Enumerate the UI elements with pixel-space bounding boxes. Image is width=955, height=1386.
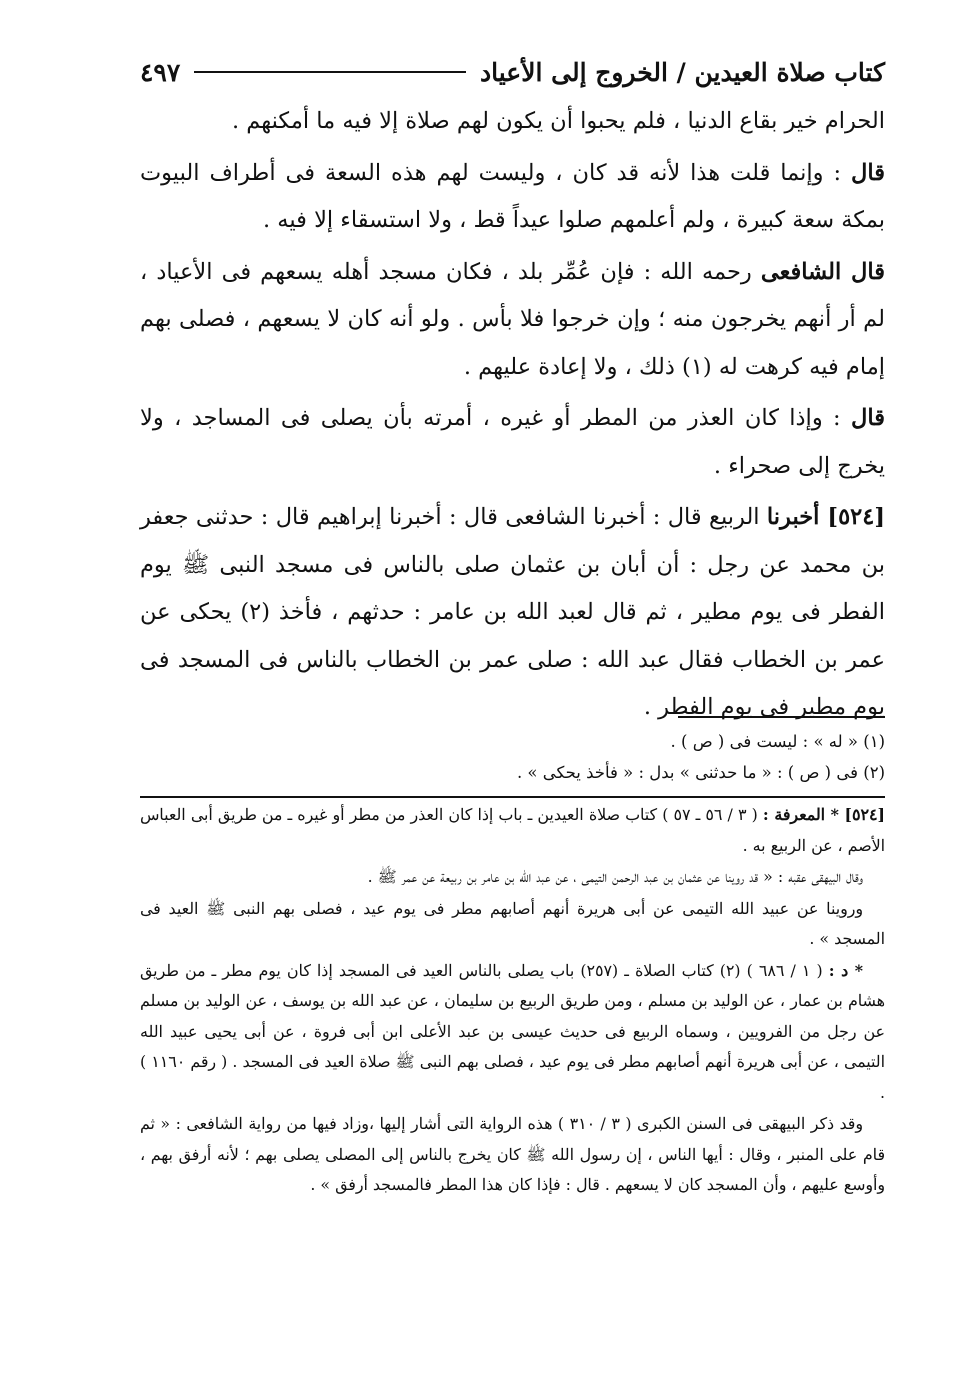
main-text: [140, 98, 885, 736]
paragraph-5-text: الربيع قال : أخبرنا الشافعى قال : أخبرنا إبراهيم قال : حدثنى جعفر بن محمد عن رجل : أن أبان بن عثمان صلى بالناس فى مسجد النبى ﷺ يوم الفطر فى يوم مطير ، ثم قال لعبد الله بن عامر : حدثهم ، فأخذ (٢) يحكى عن عمر بن الخطاب فقال عبد الله : صلى عمر بن الخطاب بالناس فى المسجد فى يوم مطير فى يوم الفطر .: [140, 504, 885, 720]
takhrij-2: وقال البيهقى عقبه : « قد روينا عن عثمان بن عبد الرحمن التيمى ، عن عبد الله بن عامر بن ربيعة عن عمر ﷺ .: [367, 867, 863, 886]
paragraph-2-text: : وإنما قلت هذا لأنه قد كان ، وليست لهم هذه السعة فى أطراف البيوت بمكة سعة كبيرة ، ولم أعلمهم صلوا عيداً قط ، ولا استسقاء إلا فيه .: [140, 159, 885, 233]
page-header: [140, 50, 885, 94]
paragraph-3: [140, 249, 885, 392]
takhrij-1: [140, 800, 885, 861]
paragraph-5-lead: [٥٢٤] أخبرنا: [766, 504, 885, 530]
takhrij-1-lead: [٥٢٤] * المعرفة :: [762, 805, 885, 824]
takhrij-5: وقد ذكر البيهقى فى السنن الكبرى ( ٣ / ٣١٠ ) هذه الرواية التى أشار إليها ،وزاد فيها من رواية الشافعى : « ثم قام على المنبر ، وقال : أيها الناس ، إن رسول الله ﷺ كان يخرج بالناس إلى المصلى يصلى بهم ؛ لأنه أرفق بهم ، وأوسع عليهم ، وأن المسجد كان لا يسعهم . قال : فإذا كان هذا المطر فالمسجد أرفق » .: [140, 1114, 885, 1194]
header-rule: [194, 71, 466, 73]
paragraph-2: [140, 150, 885, 245]
paragraph-3-text: رحمه الله : فإن عُمِّر بلد ، فكان مسجد أهله يسعهم فى الأعياد ، لم أر أنهم يخرجون منه ؛ وإن خرجوا فلا بأس . ولو أنه كان لا يسعهم ، فصلى بهم إمام فيه كرهت له (١) ذلك ، ولا إعادة عليهم .: [140, 258, 885, 380]
paragraph-5: [140, 494, 885, 732]
paragraph-4-lead: قال: [851, 405, 885, 431]
takhrij-4-lead: * د :: [828, 960, 863, 980]
takhrij-4-text: ( ١ / ٦٨٦ ) (٢) كتاب الصلاة ـ (٢٥٧) باب يصلى بالناس العيد فى المسجد إذا كان يوم مطر ـ من طريق هشام بن عمار ، عن الوليد بن مسلم ، ومن طريق الربيع بن سليمان ، عن عبد الله بن يوسف ، عن الوليد بن مسلم عن رجل من الفرويين ، وسماه الربيع فى حديث عيسى بن عبد الأعلى ابن أبى فروة ، عن أبى يحيى عبيد الله التيمى ، عن أبى هريرة أنهم أصابهم مطر فى يوم عيد ، فصلى بهم النبى ﷺ صلاة العيد فى المسجد . ( رقم ١١٦٠ ) .: [140, 960, 885, 1102]
takhrij-separator: [140, 796, 885, 798]
takhrij-notes: [140, 800, 885, 1202]
paragraph-4: [140, 395, 885, 490]
footnotes: [140, 726, 885, 788]
takhrij-4: [140, 956, 885, 1109]
paragraph-1: الحرام خير بقاع الدنيا ، فلم يحبوا أن يكون لهم صلاة إلا فيه ما أمكنهم .: [231, 108, 885, 134]
page-number: ٤٩٧: [140, 57, 181, 87]
running-title: كتاب صلاة العيدين / الخروج إلى الأعياد: [480, 57, 885, 87]
footnote-1: (١) « له » : ليست فى ( ص ) .: [670, 732, 885, 751]
paragraph-4-text: : وإذا كان العذر من المطر أو غيره ، أمرته بأن يصلى فى المساجد ، ولا يخرج إلى صحراء .: [140, 405, 885, 479]
footnote-separator: [678, 716, 885, 718]
takhrij-3: وروينا عن عبيد الله التيمى عن أبى هريرة أنهم أصابهم مطر فى يوم عيد ، فصلى بهم النبى ﷺ العيد فى المسجد » .: [140, 898, 885, 948]
takhrij-1-text: ( ٣ / ٥٦ ـ ٥٧ ) كتاب صلاة العيدين ـ باب إذا كان العذر من مطر أو غيره ـ من طريق أبى العباس الأصم ، عن الربيع به .: [140, 805, 885, 855]
paragraph-3-lead: قال الشافعى: [760, 258, 885, 285]
footnote-2: (٢) فى ( ص ) : « ما حدثنى » بدل : « فأخذ يحكى » .: [516, 763, 885, 782]
paragraph-2-lead: قال: [851, 159, 885, 186]
